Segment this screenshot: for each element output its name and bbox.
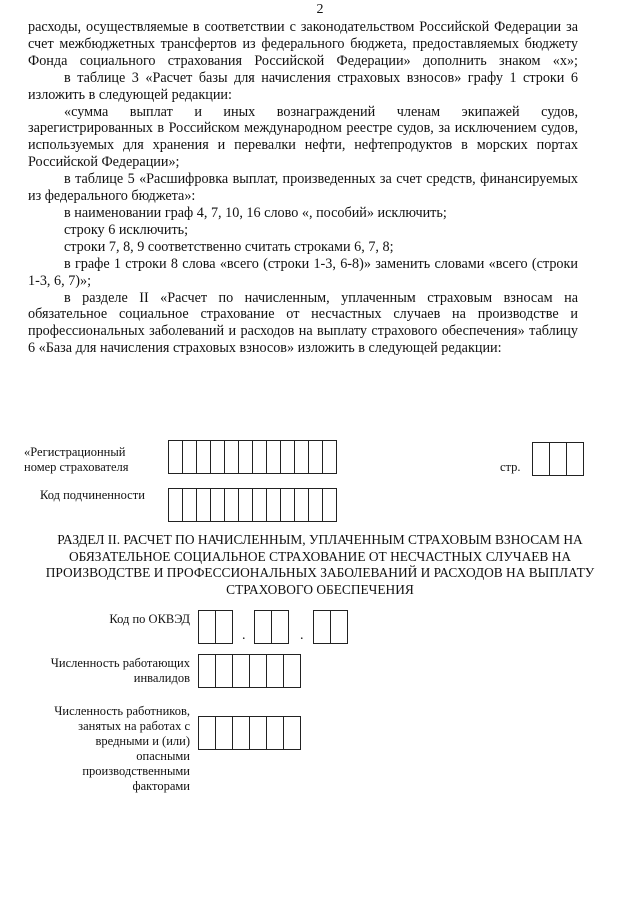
input-cell[interactable] — [532, 442, 550, 476]
paragraph: расходы, осуществляемые в соответствии с законодательством Российской Федерации за счет межбюджетных трансфертов из федерального бюджета, предоставляемых бюджету Фонда социального страхования Российской Федерации» дополнить знаком «х»; — [28, 19, 578, 69]
input-cell[interactable] — [566, 442, 584, 476]
input-cell[interactable] — [198, 610, 216, 644]
input-cell[interactable] — [198, 716, 216, 750]
input-cell[interactable] — [322, 488, 337, 522]
paragraph: «сумма выплат и иных вознаграждений членам экипажей судов, зарегистрированных в Российском международном реестре судов, за исключением судов, используемых для хранения и перевалки нефти, нефтепродуктов в морских портах Российской Федерации»; — [28, 103, 578, 171]
okved-separator: . — [300, 628, 304, 643]
input-cell[interactable] — [330, 610, 348, 644]
input-cell[interactable] — [308, 488, 323, 522]
input-cell[interactable] — [238, 440, 253, 474]
input-cell[interactable] — [182, 440, 197, 474]
input-cell[interactable] — [249, 716, 267, 750]
input-cell[interactable] — [215, 610, 233, 644]
input-cell[interactable] — [308, 440, 323, 474]
page-number: 2 — [316, 2, 324, 17]
subordination-label: Код подчиненности — [40, 488, 145, 502]
body-text — [28, 19, 578, 357]
section-title: РАЗДЕЛ II. РАСЧЕТ ПО НАЧИСЛЕННЫМ, УПЛАЧЕННЫМ СТРАХОВЫМ ВЗНОСАМ НА ОБЯЗАТЕЛЬНОЕ СОЦИАЛЬНОЕ СТРАХОВАНИЕ ОТ НЕСЧАСТНЫХ СЛУЧАЕВ НА ПРОИЗВОДСТВЕ И ПРОФЕССИОНАЛЬНЫХ ЗАБОЛЕВАНИЙ И РАСХОДОВ НА ВЫПЛАТУ СТРАХОВОГО ОБЕСПЕЧЕНИЯ — [45, 532, 595, 597]
input-cell[interactable] — [198, 654, 216, 688]
paragraph: в разделе II «Расчет по начисленным, уплаченным страховым взносам на обязательное социальное страхование от несчастных случаев на производстве и профессиональных заболеваний и расходов на выплату страхового обеспечения» таблицу 6 «База для начисления страховых взносов» изложить в следующей редакции: — [28, 289, 578, 357]
paragraph: в наименовании граф 4, 7, 10, 16 слово «, пособий» исключить; — [64, 204, 447, 221]
input-cell[interactable] — [266, 440, 281, 474]
input-cell[interactable] — [224, 440, 239, 474]
input-cell[interactable] — [294, 440, 309, 474]
okved-cells-3[interactable] — [313, 610, 347, 644]
input-cell[interactable] — [210, 488, 225, 522]
input-cell[interactable] — [196, 488, 211, 522]
input-cell[interactable] — [238, 488, 253, 522]
input-cell[interactable] — [322, 440, 337, 474]
page-label: стр. — [500, 460, 521, 474]
input-cell[interactable] — [283, 716, 301, 750]
input-cell[interactable] — [210, 440, 225, 474]
hazard-count-label: Численность работников, занятых на работах с вредными и (или) опасными производственными факторами — [54, 704, 190, 793]
paragraph: строки 7, 8, 9 соответственно считать строками 6, 7, 8; — [64, 238, 394, 255]
input-cell[interactable] — [280, 440, 295, 474]
input-cell[interactable] — [224, 488, 239, 522]
input-cell[interactable] — [232, 654, 250, 688]
okved-cells-2[interactable] — [254, 610, 288, 644]
input-cell[interactable] — [182, 488, 197, 522]
paragraph: строку 6 исключить; — [64, 221, 189, 238]
input-cell[interactable] — [196, 440, 211, 474]
paragraph: в графе 1 строки 8 слова «всего (строки 1-3, 6-8)» заменить словами «всего (строки 1-3, 6, 7)»; — [28, 255, 578, 289]
input-cell[interactable] — [252, 488, 267, 522]
input-cell[interactable] — [280, 488, 295, 522]
input-cell[interactable] — [232, 716, 250, 750]
input-cell[interactable] — [168, 440, 183, 474]
input-cell[interactable] — [283, 654, 301, 688]
okved-cells-1[interactable] — [198, 610, 232, 644]
input-cell[interactable] — [313, 610, 331, 644]
hazard-count-cells[interactable] — [198, 716, 300, 750]
input-cell[interactable] — [168, 488, 183, 522]
input-cell[interactable] — [215, 716, 233, 750]
reg-number-cells[interactable] — [168, 440, 336, 474]
input-cell[interactable] — [294, 488, 309, 522]
paragraph: в таблице 5 «Расшифровка выплат, произведенных за счет средств, финансируемых из федерального бюджета»: — [28, 171, 578, 205]
okved-label: Код по ОКВЭД — [109, 612, 190, 626]
input-cell[interactable] — [252, 440, 267, 474]
input-cell[interactable] — [254, 610, 272, 644]
subordination-cells[interactable] — [168, 488, 336, 522]
input-cell[interactable] — [266, 488, 281, 522]
input-cell[interactable] — [266, 716, 284, 750]
okved-separator: . — [242, 628, 246, 643]
disabled-count-label: Численность работающих инвалидов — [50, 656, 190, 685]
paragraph: в таблице 3 «Расчет базы для начисления страховых взносов» графу 1 строки 6 изложить в следующей редакции: — [28, 69, 578, 103]
input-cell[interactable] — [249, 654, 267, 688]
input-cell[interactable] — [215, 654, 233, 688]
reg-number-label: «Регистрационный номер страхователя — [24, 445, 129, 474]
disabled-count-cells[interactable] — [198, 654, 300, 688]
input-cell[interactable] — [271, 610, 289, 644]
input-cell[interactable] — [549, 442, 567, 476]
input-cell[interactable] — [266, 654, 284, 688]
page-cells[interactable] — [532, 442, 583, 476]
